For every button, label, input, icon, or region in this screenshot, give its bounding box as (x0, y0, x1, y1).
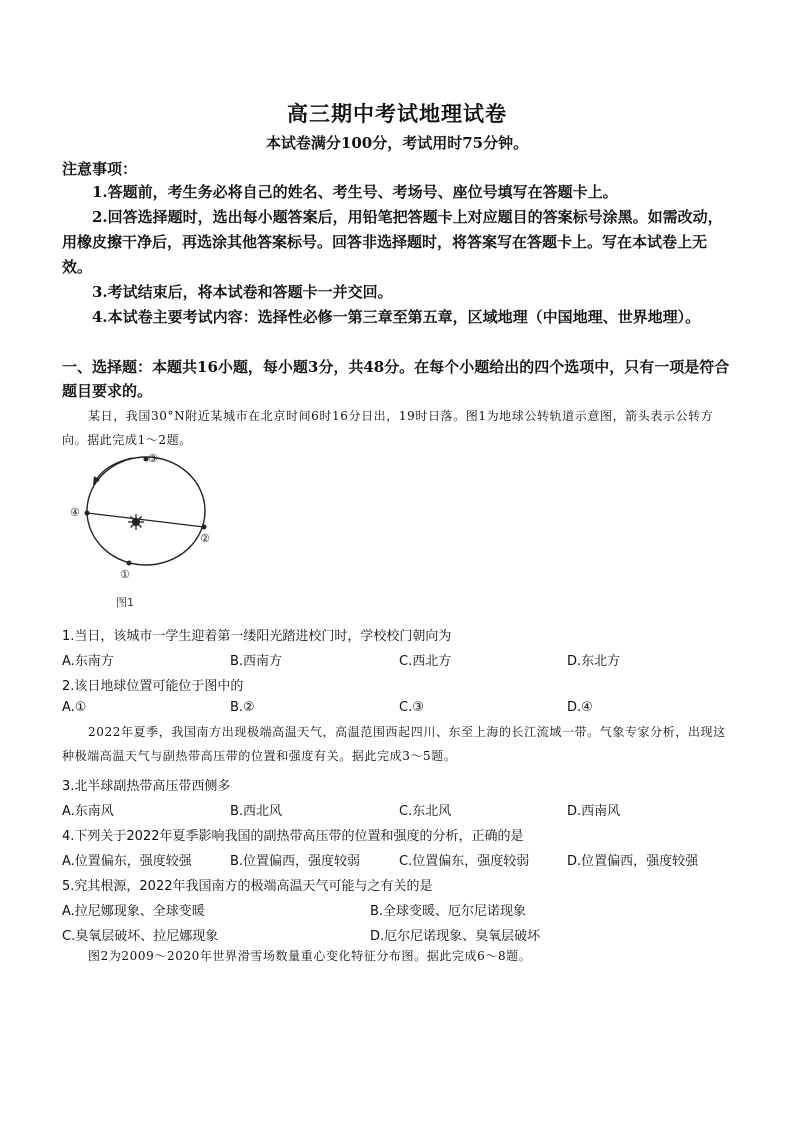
page-title: 高三期中考试地理试卷 (287, 101, 507, 126)
question-3: 3.北半球副热带高压带西侧多 (62, 779, 231, 794)
revolution-arrow (96, 458, 132, 480)
orbit-point-4 (85, 511, 90, 516)
q2-option-d[interactable]: D.④ (567, 700, 593, 715)
question-5: 5.究其根源，2022年我国南方的极端高温天气可能与之有关的是 (62, 879, 433, 894)
q1-option-b[interactable]: B.西南方 (230, 654, 283, 669)
question-stem-1-2: 某日，我国30°N附近某城市在北京时间6时16分日出，19时日落。图1为地球公转轨道示意图，箭头表示公转方向。据此完成1～2题。 (62, 409, 714, 447)
question-4-options (62, 850, 742, 870)
sun-icon (128, 514, 144, 530)
q5-option-d[interactable]: D.厄尔尼诺现象、臭氧层破坏 (370, 929, 541, 944)
note-item-3: 3.考试结束后，将本试卷和答题卡一并交回。 (92, 283, 393, 301)
exam-subtitle: 本试卷满分100分，考试用时75分钟。 (265, 134, 529, 152)
note-item-2: 2.回答选择题时，选出每小题答案后，用铅笔把答题卡上对应题目的答案标号涂黑。如需改动，用橡皮擦干净后，再选涂其他答案标号。回答非选择题时，将答案写在答题卡上。写在本试卷上无效。 (62, 208, 723, 276)
q1-option-a[interactable]: A.东南方 (62, 654, 114, 669)
question-1: 1.当日，该城市一学生迎着第一缕阳光踏进校门时，学校校门朝向为 (62, 629, 452, 644)
q3-option-c[interactable]: C.东北风 (399, 804, 452, 819)
q4-option-c[interactable]: C.位置偏东，强度较弱 (399, 854, 530, 869)
q4-option-b[interactable]: B.位置偏西，强度较弱 (230, 854, 361, 869)
q3-option-d[interactable]: D.西南风 (567, 804, 621, 819)
note-item-1: 1.答题前，考生务必将自己的姓名、考生号、考场号、座位号填写在答题卡上。 (92, 183, 618, 201)
q5-option-c[interactable]: C.臭氧层破坏、拉尼娜现象 (62, 929, 219, 944)
q5-option-a[interactable]: A.拉尼娜现象、全球变暖 (62, 904, 205, 919)
q5-option-b[interactable]: B.全球变暖、厄尔尼诺现象 (370, 904, 527, 919)
q1-option-d[interactable]: D.东北方 (567, 654, 621, 669)
question-3-options (62, 800, 742, 820)
question-5-options-row1 (62, 900, 742, 920)
orbit-point-1 (127, 561, 132, 566)
section-heading: 一、选择题：本题共16小题，每小题3分，共48分。在每个小题给出的四个选项中，只有一项是符合题目要求的。 (62, 358, 730, 400)
point-label-3: ③ (148, 452, 158, 465)
question-4: 4.下列关于2022年夏季影响我国的副热带高压带的位置和强度的分析，正确的是 (62, 829, 524, 844)
note-item-4: 4.本试卷主要考试内容：选择性必修一第三章至第五章，区域地理（中国地理、世界地理）。 (92, 308, 701, 326)
question-stem-6-8: 图2为2009～2020年世界滑雪场数量重心变化特征分布图。据此完成6～8题。 (88, 949, 532, 963)
question-2-options (62, 700, 742, 720)
q3-option-b[interactable]: B.西北风 (230, 804, 283, 819)
q2-option-a[interactable]: A.① (62, 700, 87, 715)
notes-heading: 注意事项： (62, 160, 138, 178)
figure-caption: 图1 (116, 596, 134, 609)
figure-earth-orbit (66, 452, 226, 616)
orbit-axis-line (87, 513, 204, 527)
point-label-2: ② (200, 532, 210, 545)
question-5-options-row2 (62, 925, 742, 945)
orbit-point-2 (202, 525, 207, 530)
q2-option-c[interactable]: C.③ (399, 700, 424, 715)
q3-option-a[interactable]: A.东南风 (62, 804, 114, 819)
q4-option-a[interactable]: A.位置偏东，强度较强 (62, 854, 192, 869)
question-2: 2.该日地球位置可能位于图中的 (62, 679, 244, 694)
orbit-diagram (66, 452, 226, 616)
q1-option-c[interactable]: C.西北方 (399, 654, 452, 669)
point-label-4: ④ (70, 506, 80, 519)
q4-option-d[interactable]: D.位置偏西，强度较强 (567, 854, 699, 869)
question-stem-3-5: 2022年夏季，我国南方出现极端高温天气，高温范围西起四川、东至上海的长江流域一带。气象专家分析，出现这种极端高温天气与副热带高压带的位置和强度有关。据此完成3～5题。 (62, 725, 726, 763)
q2-option-b[interactable]: B.② (230, 700, 255, 715)
orbit-ellipse (87, 457, 205, 565)
point-label-1: ① (120, 568, 130, 581)
question-1-options (62, 650, 742, 670)
